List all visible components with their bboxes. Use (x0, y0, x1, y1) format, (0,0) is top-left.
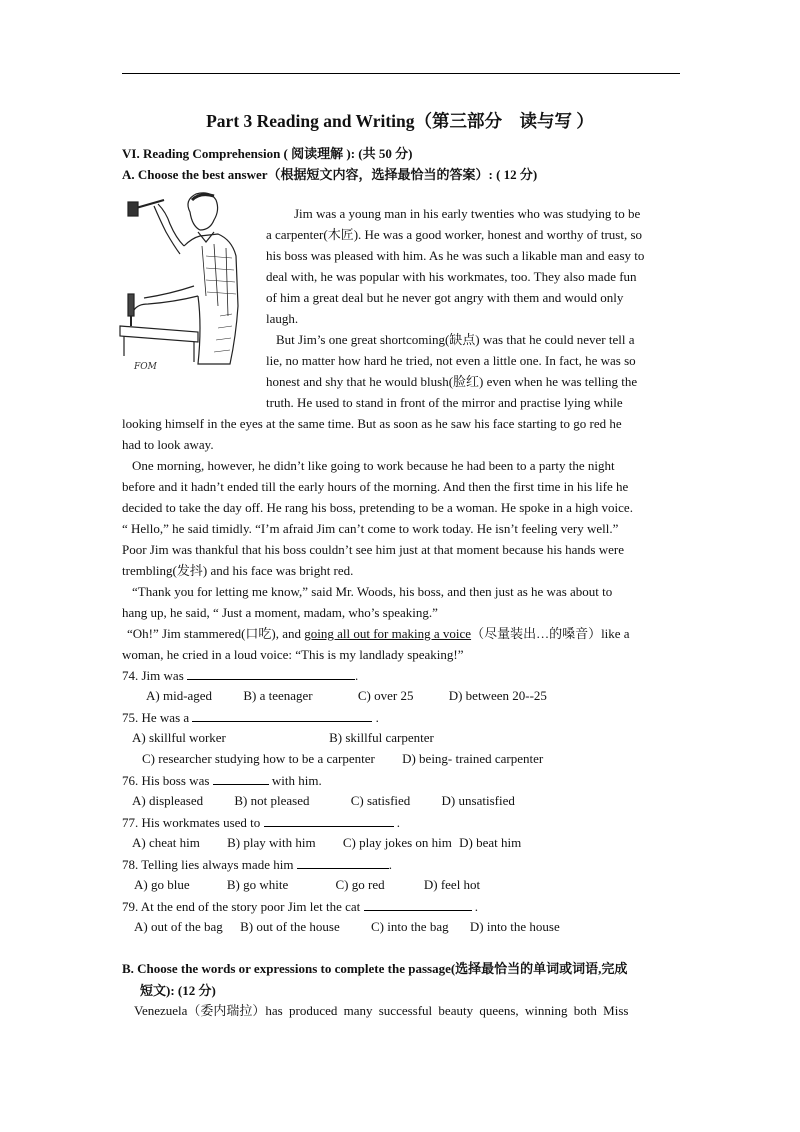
question-78 (122, 856, 392, 873)
option[interactable]: A) cheat him (132, 835, 200, 850)
answer-blank[interactable] (213, 772, 269, 785)
option[interactable]: C) play jokes on him (342, 835, 452, 850)
answer-blank[interactable] (364, 898, 472, 911)
p2-line: had to look away. (122, 437, 214, 452)
part-b-heading-line: B. Choose the words or expressions to complete the passage(选择最恰当的单词或词语,完成 (122, 961, 628, 976)
option[interactable]: B) play with him (227, 835, 316, 850)
question-77 (122, 814, 400, 831)
option[interactable]: A) displeased (132, 793, 204, 808)
option[interactable]: A) skillful worker (132, 730, 226, 745)
option[interactable]: A) go blue (134, 877, 190, 892)
p3-line: One morning, however, he didn’t like going to work because he had been to a party the night (132, 458, 615, 473)
p3-line: “ Hello,” he said timidly. “I’m afraid Jim can’t come to work today. He isn’t feeling very well.” (122, 521, 619, 536)
question-end: . (393, 815, 401, 830)
option[interactable]: D) being- trained carpenter (402, 751, 544, 766)
section-vi-heading: VI. Reading Comprehension ( 阅读理解 ): (共 50 分) (122, 146, 413, 161)
option[interactable]: D) into the house (469, 919, 560, 934)
options-76 (132, 793, 515, 809)
p1-line: a carpenter(木匠). He was a good worker, honest and worthy of trust, so (266, 227, 643, 242)
p3-line: trembling(发抖) and his face was bright red. (122, 563, 354, 578)
question-end: with him. (268, 773, 322, 788)
part-b-heading-line: 短文): (12 分) (140, 983, 216, 998)
question-end: . (388, 857, 392, 872)
option[interactable]: A) mid-aged (146, 688, 213, 703)
p4-line: “Thank you for letting me know,” said Mr. Woods, his boss, and then just as he was about to (132, 584, 613, 599)
p3-line: decided to take the day off. He rang his boss, pretending to be a woman. He spoke in a high voice. (122, 500, 633, 515)
part-b-heading (122, 958, 682, 1002)
answer-blank[interactable] (264, 814, 394, 827)
p3-line: Poor Jim was thankful that his boss couldn’t see him just at that moment because his hands were (122, 542, 624, 557)
option[interactable]: D) unsatisfied (441, 793, 515, 808)
answer-blank[interactable] (297, 856, 389, 869)
option[interactable]: D) between 20--25 (448, 688, 547, 703)
question-stem: 79. At the end of the story poor Jim let the cat (122, 899, 361, 914)
question-stem: 78. Telling lies always made him (122, 857, 294, 872)
p5-text: “Oh!” Jim stammered(口吃), and (127, 626, 305, 641)
illustration-signature: FOM (134, 362, 157, 372)
p3-line: before and it hadn’t ended till the early hours of the morning. And then the first time in his life he (122, 479, 629, 494)
option[interactable]: C) satisfied (350, 793, 411, 808)
question-74 (122, 667, 358, 684)
p1-line: laugh. (266, 311, 299, 326)
page-title: Part 3 Reading and Writing（第三部分 读与写 ） (206, 111, 594, 131)
p5-line (122, 623, 682, 644)
options-75a (132, 730, 434, 746)
p1-line: deal with, he was popular with his workmates, too. They also made fun (266, 269, 637, 284)
question-stem: 77. His workmates used to (122, 815, 261, 830)
options-79 (134, 919, 560, 935)
option[interactable]: C) over 25 (357, 688, 414, 703)
part-b-first-line: Venezuela（委内瑞拉）has produced many successful beauty queens, winning both Miss (134, 1003, 629, 1018)
part-a-heading: A. Choose the best answer（根据短文内容，选择最恰当的答案）: ( 12 分) (122, 167, 538, 182)
answer-blank[interactable] (187, 667, 355, 680)
option[interactable]: B) out of the house (240, 919, 340, 934)
question-end: . (471, 899, 479, 914)
question-75 (122, 709, 379, 726)
p1-line: Jim was a young man in his early twenties who was studying to be (294, 206, 641, 221)
option[interactable]: D) feel hot (423, 877, 481, 892)
question-79 (122, 898, 478, 915)
p4-line: hang up, he said, “ Just a moment, madam, who’s speaking.” (122, 605, 438, 620)
option[interactable]: D) beat him (459, 835, 522, 850)
options-75b (142, 751, 543, 767)
options-74 (146, 688, 547, 704)
p2-line: lie, no matter how hard he tried, not even a little one. In fact, he was so (266, 353, 636, 368)
question-76 (122, 772, 322, 789)
p2-line: honest and shy that he would blush(脸红) even when he was telling the (266, 374, 638, 389)
option[interactable]: B) not pleased (234, 793, 310, 808)
p5-line: woman, he cried in a loud voice: “This is my landlady speaking!” (122, 647, 464, 662)
question-stem: 75. He was a (122, 710, 190, 725)
passage-paragraph-1 (266, 203, 680, 413)
option[interactable]: A) out of the bag (134, 919, 223, 934)
passage-full-width (122, 413, 682, 665)
top-rule (122, 73, 680, 74)
question-stem: 76. His boss was (122, 773, 210, 788)
option[interactable]: C) researcher studying how to be a carpenter (142, 751, 375, 766)
options-78 (134, 877, 480, 893)
question-stem: 74. Jim was (122, 668, 184, 683)
option[interactable]: B) skillful carpenter (329, 730, 434, 745)
option[interactable]: C) into the bag (370, 919, 449, 934)
p5-text: （尽量装出…的嗓音）like a (471, 626, 630, 641)
p2-line: truth. He used to stand in front of the mirror and practise lying while (266, 395, 623, 410)
carpenter-illustration (114, 186, 260, 376)
p1-line: of him a great deal but he never got angry with them and would only (266, 290, 624, 305)
question-end: . (372, 710, 379, 725)
option[interactable]: C) go red (335, 877, 385, 892)
underlined-phrase: going all out for making a voice (304, 626, 472, 641)
p1-line: his boss was pleased with him. As he was such a likable man and easy to (266, 248, 645, 263)
options-77 (132, 835, 521, 851)
p2-line: looking himself in the eyes at the same time. But as soon as he saw his face starting to go red he (122, 416, 622, 431)
question-end: . (355, 668, 359, 683)
answer-blank[interactable] (192, 709, 372, 722)
p2-line: But Jim’s one great shortcoming(缺点) was that he could never tell a (276, 332, 635, 347)
option[interactable]: B) go white (226, 877, 289, 892)
option[interactable]: B) a teenager (243, 688, 313, 703)
